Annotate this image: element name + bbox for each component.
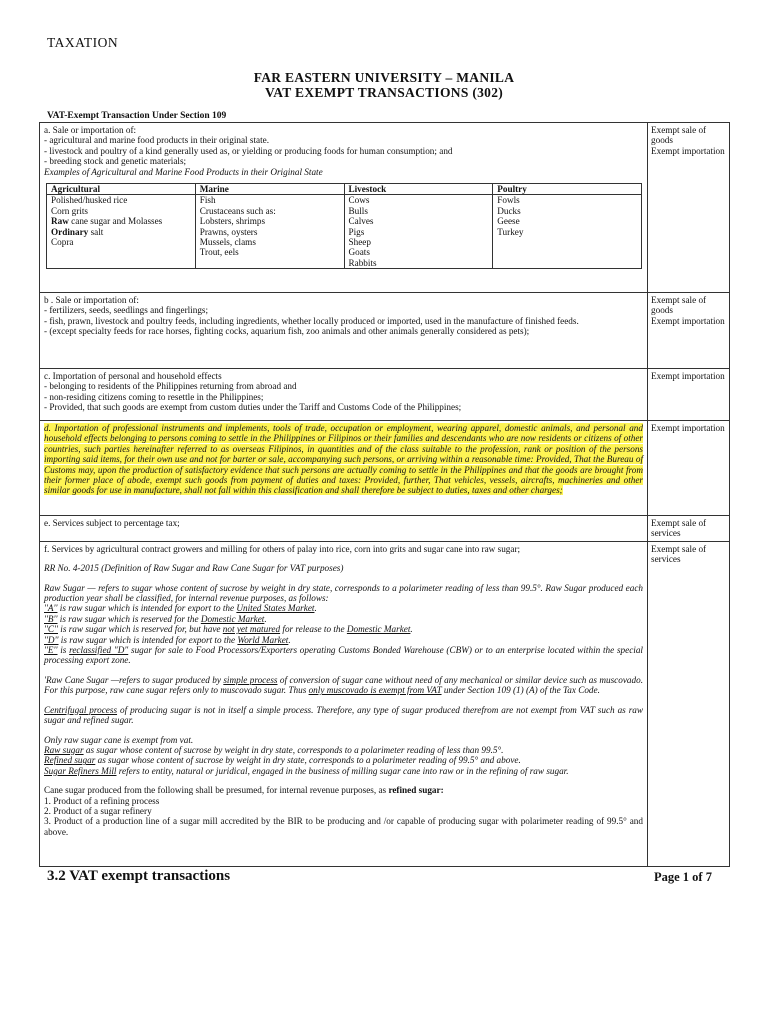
food-cell bbox=[47, 258, 196, 269]
raw-cane-text: of conversion of sugar cane without need of any mechanical or similar device such as muscovado. For this purpose, raw cane sugar refers only to muscovado sugar. Thus bbox=[44, 674, 644, 696]
classification-text: Exempt importation bbox=[651, 371, 725, 381]
class-market: World Market bbox=[237, 634, 289, 645]
row-d-content bbox=[40, 421, 648, 516]
refined-list-item: 2. Product of a sugar refinery bbox=[44, 805, 152, 816]
raw-sugar-term-line bbox=[44, 745, 643, 755]
raw-sugar-text: as sugar whose content of sucrose by weight in dry state, corresponds to a polarimeter reading of less than 99.5°. bbox=[83, 744, 504, 755]
food-cell: Rabbits bbox=[344, 258, 493, 269]
vat-exempt-table bbox=[39, 122, 730, 867]
class-text: sugar for sale to Food Processors/Exporters operating Customs Bonded Warehouse (CBW) or to an enterprise located within the special processing export zone. bbox=[44, 645, 643, 666]
raw-bold: Raw bbox=[51, 216, 69, 227]
row-d bbox=[40, 421, 730, 516]
row-e-classification bbox=[648, 516, 730, 542]
examples-caption: Examples of Agricultural and Marine Food Products in their Original State bbox=[44, 166, 323, 177]
row-b-classification bbox=[648, 293, 730, 369]
salt-rest: salt bbox=[88, 226, 104, 237]
classification-text: Exempt sale of goods bbox=[651, 125, 707, 146]
food-cell: Crustaceans such as: bbox=[195, 206, 344, 216]
class-e bbox=[44, 645, 643, 666]
col-marine: Marine bbox=[195, 184, 344, 195]
row-f bbox=[40, 541, 730, 866]
refined-sugar-text: as sugar whose content of sucrose by weight in dry state, corresponds to a polarimeter reading of 99.5° and above. bbox=[95, 755, 521, 766]
food-cell bbox=[493, 237, 642, 247]
food-cell: Polished/husked rice bbox=[47, 195, 196, 206]
row-c-line: - non-residing citizens coming to resettle in the Philippines; bbox=[44, 391, 264, 402]
class-text: is bbox=[57, 645, 70, 656]
row-a-line: - livestock and poultry of a kind generally used as, or yielding or producing foods for human consumption; and bbox=[44, 145, 453, 156]
centrifugal-process: Centrifugal process bbox=[44, 704, 118, 715]
refiners-mill-term: Sugar Refiners Mill bbox=[44, 765, 117, 776]
food-table-row bbox=[47, 227, 642, 237]
simple-process: simple process bbox=[223, 674, 278, 685]
class-end: . bbox=[264, 613, 267, 624]
classification-text: Exempt importation bbox=[651, 423, 725, 433]
raw-sugar-definition: Raw Sugar — refers to sugar whose content of sucrose by weight in dry state, corresponds to a polarimeter reading of less than 99.5°. Raw Sugar produced each production year shall be classified, for internal revenue purposes, as follows: bbox=[44, 582, 643, 604]
classification-text: Exempt sale of services bbox=[651, 543, 707, 565]
food-cell: Prawns, oysters bbox=[195, 227, 344, 237]
food-table-row bbox=[47, 195, 642, 206]
food-cell: Geese bbox=[493, 216, 642, 226]
class-code: ''D'' bbox=[44, 634, 59, 645]
class-text: for release to the bbox=[280, 624, 347, 635]
food-cell: Copra bbox=[47, 237, 196, 247]
food-cell bbox=[493, 258, 642, 269]
refiners-mill-line bbox=[44, 766, 643, 776]
raw-cane-text: 'Raw Cane Sugar —refers to sugar produced by bbox=[44, 674, 224, 685]
raw-cane-sugar-definition bbox=[44, 675, 643, 696]
col-poultry: Poultry bbox=[493, 184, 642, 195]
row-c-line: - belonging to residents of the Philippines returning from abroad and bbox=[44, 381, 297, 392]
row-c bbox=[40, 369, 730, 421]
school-name: FAR EASTERN UNIVERSITY – MANILA bbox=[253, 70, 515, 85]
row-c-classification bbox=[648, 369, 730, 421]
raw-cane-text: under Section 109 (1) (A) of the Tax Code. bbox=[441, 685, 600, 696]
food-cell: Trout, eels bbox=[195, 247, 344, 257]
row-d-classification bbox=[648, 421, 730, 516]
food-cell: Sheep bbox=[344, 237, 493, 247]
class-market: Domestic Market bbox=[200, 613, 265, 624]
classification-text: Exempt sale of services bbox=[651, 518, 707, 539]
class-code: ''B'' bbox=[44, 613, 58, 624]
only-raw-note: Only raw sugar cane is exempt from vat. bbox=[44, 734, 194, 745]
row-e bbox=[40, 516, 730, 542]
food-cell bbox=[493, 247, 642, 257]
row-a-line: - agricultural and marine food products in their original state. bbox=[44, 135, 270, 146]
food-table-header bbox=[47, 184, 642, 195]
food-table-row bbox=[47, 237, 642, 247]
class-d bbox=[44, 635, 643, 645]
row-a bbox=[40, 123, 730, 293]
class-end: . bbox=[410, 624, 413, 635]
food-table-row bbox=[47, 258, 642, 269]
food-cell: Cows bbox=[344, 195, 493, 206]
refined-list-item: 3. Product of a production line of a sugar mill accredited by the BIR to be producing and /or capable of producing sugar with polarimeter reading of 99.5° and above. bbox=[44, 816, 643, 837]
row-a-content bbox=[40, 123, 648, 293]
row-a-line: a. Sale or importation of: bbox=[44, 125, 137, 135]
food-cell: Ducks bbox=[493, 206, 642, 216]
reclassified-d: reclassified "D" bbox=[69, 645, 129, 656]
food-cell bbox=[47, 247, 196, 257]
food-cell: Turkey bbox=[493, 227, 642, 237]
page-number: Page 1 of 7 bbox=[654, 870, 712, 884]
row-b-line: b . Sale or importation of: bbox=[44, 295, 139, 305]
classification-text: Exempt importation bbox=[651, 315, 725, 326]
food-cell bbox=[47, 227, 196, 237]
presumed-text: Cane sugar produced from the following shall be presumed, for internal revenue purposes, as bbox=[44, 785, 389, 796]
food-cell: Fish bbox=[195, 195, 344, 206]
only-muscovado: only muscovado is exempt from VAT bbox=[308, 685, 442, 696]
class-code: ''A'' bbox=[44, 603, 58, 614]
class-text: is raw sugar which is intended for export to the bbox=[57, 603, 237, 614]
food-cell: Pigs bbox=[344, 227, 493, 237]
classification-text: Exempt importation bbox=[651, 145, 725, 156]
class-code: ''C'' bbox=[44, 624, 58, 635]
row-b bbox=[40, 293, 730, 369]
row-f-content bbox=[40, 541, 648, 866]
row-f-intro: f. Services by agricultural contract growers and milling for others of palay into rice, corn into grits and sugar cane into raw sugar; bbox=[44, 543, 521, 554]
class-a bbox=[44, 603, 643, 613]
class-text: is raw sugar which is reserved for the bbox=[57, 613, 201, 624]
raw-sugar-term: Raw sugar bbox=[44, 744, 84, 755]
classification-text: Exempt sale of goods bbox=[651, 295, 707, 316]
row-c-line: c. Importation of personal and household effects bbox=[44, 371, 222, 381]
centrifugal-note bbox=[44, 705, 643, 726]
class-market: Domestic Market bbox=[346, 624, 411, 635]
food-cell: Bulls bbox=[344, 206, 493, 216]
food-table-row bbox=[47, 247, 642, 257]
row-b-line: - (except specialty feeds for race horses, fighting cocks, aquarium fish, zoo animals and other animals generally considered as pets); bbox=[44, 326, 530, 337]
row-d-text bbox=[44, 423, 643, 496]
centrifugal-text: of producing sugar is not in itself a simple process. Therefore, any type of sugar produced therefrom are not exempt from VAT such as raw sugar and refined sugar. bbox=[44, 704, 643, 726]
food-table-row bbox=[47, 216, 642, 226]
row-b-content bbox=[40, 293, 648, 369]
not-matured: not yet matured bbox=[222, 624, 281, 635]
food-cell bbox=[195, 258, 344, 269]
header-label: TAXATION bbox=[47, 35, 119, 50]
document-title: VAT EXEMPT TRANSACTIONS (302) bbox=[264, 85, 504, 100]
refined-sugar-term: Refined sugar bbox=[44, 755, 96, 766]
row-e-text: e. Services subject to percentage tax; bbox=[44, 518, 180, 528]
food-cell: Corn grits bbox=[47, 206, 196, 216]
raw-cane-rest: cane sugar and Molasses bbox=[68, 216, 163, 227]
refined-sugar-bold: refined sugar: bbox=[388, 785, 444, 796]
food-cell bbox=[47, 216, 196, 226]
food-products-table bbox=[46, 183, 642, 269]
refined-list-item: 1. Product of a refining process bbox=[44, 795, 160, 806]
footer-title: 3.2 VAT exempt transactions bbox=[47, 868, 231, 884]
class-end: . bbox=[314, 603, 317, 614]
refiners-mill-text: refers to entity, natural or juridical, engaged in the business of milling sugar cane into raw or in the refining of raw sugar. bbox=[116, 765, 569, 776]
food-cell: Goats bbox=[344, 247, 493, 257]
food-cell: Lobsters, shrimps bbox=[195, 216, 344, 226]
class-c bbox=[44, 624, 643, 634]
food-cell: Calves bbox=[344, 216, 493, 226]
class-text: is raw sugar which is reserved for, but have bbox=[58, 624, 223, 635]
row-c-content bbox=[40, 369, 648, 421]
row-c-line: - Provided, that such goods are exempt from custom duties under the Tariff and Customs Code of the Philippines; bbox=[44, 402, 462, 413]
col-livestock: Livestock bbox=[344, 184, 493, 195]
row-b-line: - fish, prawn, livestock and poultry feeds, including ingredients, whether locally produced or imported, used in the manufacture of finished feeds. bbox=[44, 315, 579, 326]
row-a-classification bbox=[648, 123, 730, 293]
food-table-row bbox=[47, 206, 642, 216]
class-end: . bbox=[288, 634, 291, 645]
ordinary-bold: Ordinary bbox=[51, 226, 89, 237]
row-a-line: - breeding stock and genetic materials; bbox=[44, 156, 187, 167]
highlighted-text: d. Importation of professional instruments and implements, tools of trade, occupation or employment, wearing apparel, domestic animals, and personal and household effects belonging to persons coming to settle in the Philippines or Filipinos or their families and descendants who are now residents or citizens of other countries, such parties hereinafter referred to as overseas Filipinos, in quantities and of the class suitable to the profession, rank or position of the persons importing said items, for their own use and not for barter or sale, accompanying such persons, or arriving within a reasonable time: Provided, That the Bureau of Customs may, upon the production of satisfactory evidence that such persons are actually coming to settle in the Philippines and that the goods are brought from their former place of abode, exempt such goods from payment of duties and taxes: Provided, further, That vehicles, vessels, aircrafts, machineries and other similar goods for use in manufacture, shall not fall within this classification and shall therefore be subject to duties, taxes and other charges; bbox=[44, 423, 643, 496]
food-cell: Mussels, clams bbox=[195, 237, 344, 247]
row-f-classification bbox=[648, 541, 730, 866]
refined-sugar-line bbox=[44, 755, 643, 765]
col-agricultural: Agricultural bbox=[47, 184, 196, 195]
section-heading: VAT-Exempt Transaction Under Section 109 bbox=[47, 111, 227, 121]
food-cell: Fowls bbox=[493, 195, 642, 206]
row-e-content bbox=[40, 516, 648, 542]
class-market: United States Market bbox=[236, 603, 315, 614]
class-b bbox=[44, 614, 643, 624]
row-b-line: - fertilizers, seeds, seedlings and fingerlings; bbox=[44, 305, 209, 316]
class-code: ''E'' bbox=[44, 645, 58, 656]
presumed-line bbox=[44, 785, 643, 795]
class-text: is raw sugar which is intended for export to the bbox=[58, 634, 238, 645]
rr-title: RR No. 4-2015 (Definition of Raw Sugar and Raw Cane Sugar for VAT purposes) bbox=[44, 563, 344, 574]
